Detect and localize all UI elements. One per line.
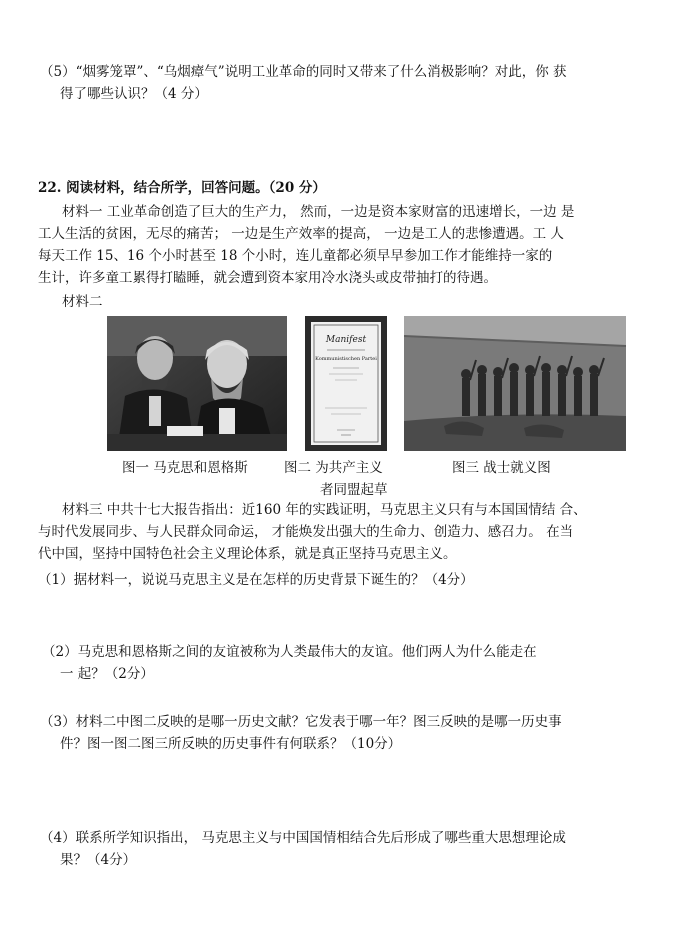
subquestion-4-line-2: 果？（4分） xyxy=(60,852,137,868)
q5-line-1: （5）“烟雾笼罩”、“乌烟瘴气”说明工业革命的同时又带来了什么消极影响？对此，你 获 xyxy=(40,64,567,80)
figure-fighters-execution xyxy=(404,316,626,451)
material1-line-4: 生计，许多童工累得打瞌睡，就会遭到资本家用冷水浇头或皮带抽打的待遇。 xyxy=(38,270,497,286)
material3-line-2: 与时代发展同步、与人民群众同命运， 才能焕发出强大的生命力、创造力、感召力。 在当 xyxy=(38,524,574,540)
subquestion-2-line-2: 一 起？（2分） xyxy=(60,666,154,682)
svg-text:Kommunistischen Partei: Kommunistischen Partei xyxy=(315,356,377,362)
subquestion-3-line-1: （3）材料二中图二反映的是哪一历史文献？它发表于哪一年？图三反映的是哪一历史事 xyxy=(40,714,562,730)
material3-line-1: 材料三 中共十七大报告指出：近160 年的实践证明，马克思主义只有与本国国情结 合、 xyxy=(62,502,587,518)
subquestion-3-line-2: 件？图一图二图三所反映的历史事件有何联系？（10分） xyxy=(60,736,402,752)
subquestion-4-line-1: （4）联系所学知识指出， 马克思主义与中国国情相结合先后形成了哪些重大思想理论成 xyxy=(40,830,566,846)
material1-line-1: 材料一 工业革命创造了巨大的生产力， 然而，一边是资本家财富的迅速增长，一边 是 xyxy=(62,204,575,220)
material2-label: 材料二 xyxy=(62,294,103,310)
caption-figure-2-line-2: 者同盟起草 xyxy=(320,482,388,498)
subquestion-1: （1）据材料一，说说马克思主义是在怎样的历史背景下诞生的？（4分） xyxy=(38,572,474,588)
marx-engels-illustration xyxy=(107,316,287,451)
q22-header: 22. 阅读材料，结合所学，回答问题。（20 分） xyxy=(38,180,326,196)
q5-line-2: 得了哪些认识？（4 分） xyxy=(60,86,208,102)
svg-text:Manifest: Manifest xyxy=(325,335,367,345)
subquestion-2-line-1: （2）马克思和恩格斯之间的友谊被称为人类最伟大的友谊。他们两人为什么能走在 xyxy=(42,644,537,660)
caption-figure-1: 图一 马克思和恩格斯 xyxy=(122,460,248,476)
figure-marx-engels xyxy=(107,316,287,451)
manifesto-cover-illustration xyxy=(305,316,387,451)
material1-line-3: 每天工作 15、16 个小时甚至 18 个小时，连儿童都必须早早参加工作才能维持一家的 xyxy=(38,248,553,264)
figure-manifesto xyxy=(305,316,387,451)
material3-line-3: 代中国，坚持中国特色社会主义理论体系，就是真正坚持马克思主义。 xyxy=(38,546,457,562)
caption-figure-2-line-1: 图二 为共产主义 xyxy=(284,460,383,476)
caption-figure-3: 图三 战士就义图 xyxy=(452,460,551,476)
fighters-execution-illustration xyxy=(404,316,626,451)
material1-line-2: 工人生活的贫困，无尽的痛苦； 一边是生产效率的提高， 一边是工人的悲惨遭遇。工 人 xyxy=(38,226,564,242)
